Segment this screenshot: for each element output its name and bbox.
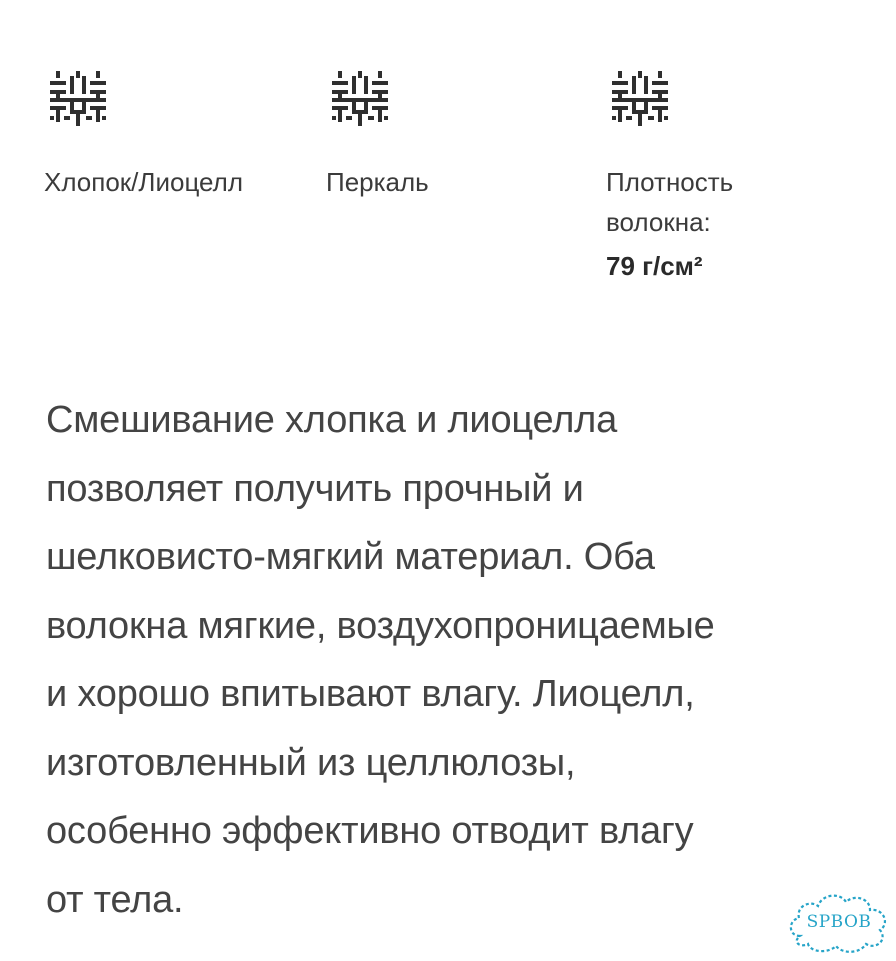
description-line: Смешивание хлопка и лиоцелла xyxy=(46,399,618,441)
watermark-logo xyxy=(786,888,892,956)
description-line: особенно эффективно отводит влагу xyxy=(46,810,694,852)
weave-label: Перкаль xyxy=(326,167,429,197)
product-description xyxy=(46,386,876,934)
material-label: Хлопок/Лиоцелл xyxy=(44,167,243,197)
density-label-line2: волокна: xyxy=(606,207,711,237)
description-line: шелковисто-мягкий материал. Оба xyxy=(46,536,655,578)
feature-label xyxy=(606,162,733,286)
description-line: от тела. xyxy=(46,878,184,921)
density-value: 79 г/см² xyxy=(606,251,703,281)
feature-density xyxy=(606,70,734,281)
feature-label xyxy=(326,162,429,202)
description-line: волокна мягкие, воздухопроницаемые xyxy=(46,604,715,647)
feature-weave xyxy=(326,70,429,197)
weave-icon xyxy=(332,70,388,128)
description-line: позволяет получить прочный и xyxy=(46,467,584,510)
feature-material xyxy=(44,70,243,197)
description-line: изготовленный из целлюлозы, xyxy=(46,741,576,784)
weave-icon xyxy=(612,70,668,128)
watermark-text: SPBOB xyxy=(806,912,872,932)
density-label-line1: Плотность xyxy=(606,167,734,197)
description-line: и хорошо впитывают влагу. Лиоцелл, xyxy=(46,673,695,715)
feature-label xyxy=(44,162,243,202)
weave-icon xyxy=(50,70,106,128)
features-row xyxy=(0,0,896,320)
